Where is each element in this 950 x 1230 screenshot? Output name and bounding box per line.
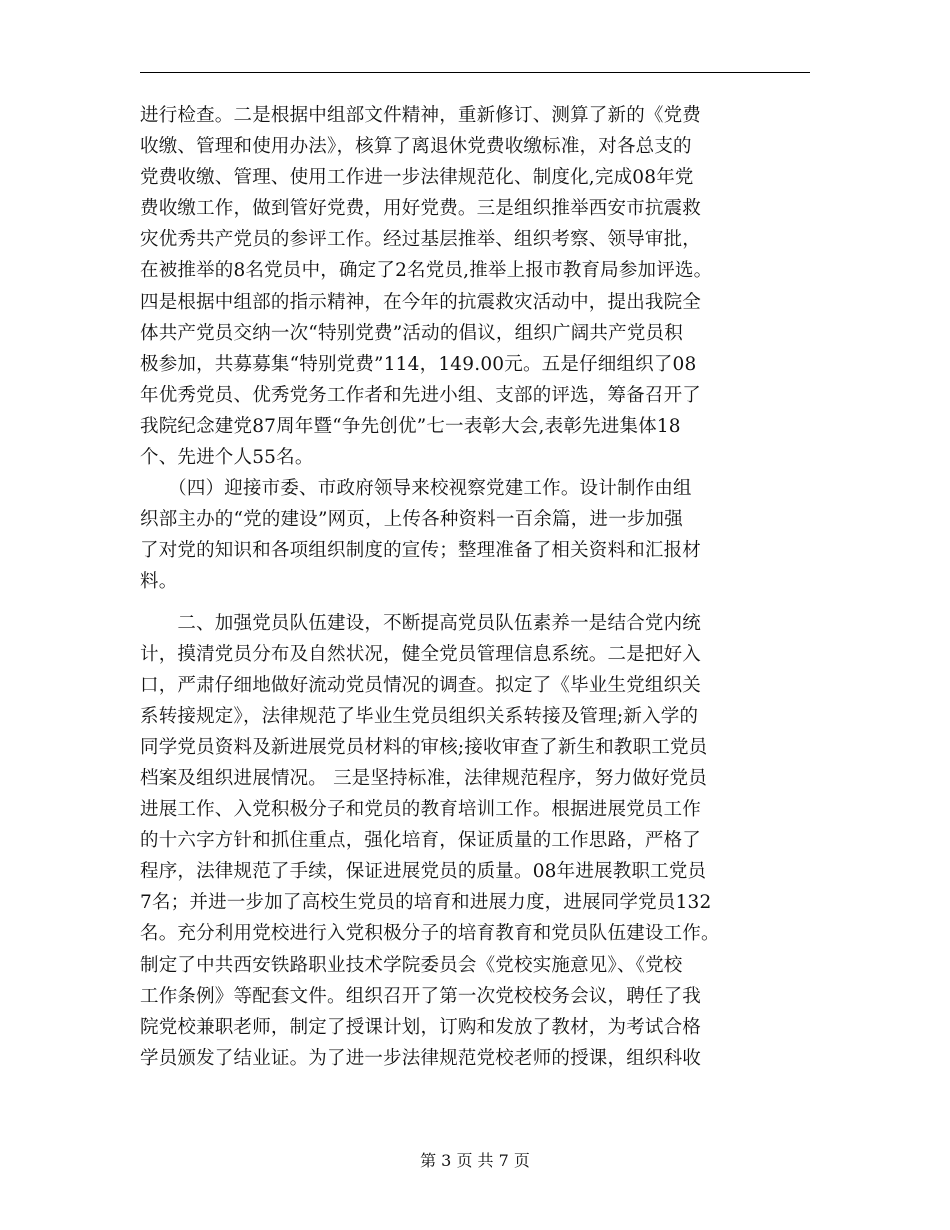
text-line: 收缴、管理和使用办法》，核算了离退休党费收缴标准，对各总支的 — [140, 136, 692, 158]
text-line: 我院纪念建党87周年暨“争先创优”七一表彰大会,表彰先进集体18 — [140, 415, 681, 437]
text-line: 党费收缴、管理、使用工作进一步法律规范化、制度化,完成08年党 — [140, 167, 694, 189]
header-rule — [140, 72, 810, 73]
text-line: 体共产党员交纳一次“特别党费”活动的倡议，组织广阔共产党员积 — [140, 322, 683, 344]
text-line: （四）迎接市委、市政府领导来校视察党建工作。设计制作由组 — [140, 478, 692, 500]
text-line: 工作条例》等配套文件。组织召开了第一次党校校务会议，聘任了我 — [140, 985, 702, 1007]
text-line: 极参加，共募募集“特别党费”114，149.00元。五是仔细组织了08 — [140, 353, 697, 375]
text-line: 的十六字方针和抓住重点，强化培育，保证质量的工作思路，严格了 — [140, 830, 702, 852]
text-line: 同学党员资料及新进展党员材料的审核;接收审查了新生和教职工党员 — [140, 736, 708, 758]
text-line: 档案及组织进展情况。 三是坚持标准，法律规范程序，努力做好党员 — [140, 767, 708, 789]
text-line: 计，摸清党员分布及自然状况，健全党员管理信息系统。二是把好入 — [140, 643, 702, 665]
text-line: 织部主办的“党的建设”网页，上传各种资料一百余篇，进一步加强 — [140, 509, 683, 531]
text-line: 个、先进个人55名。 — [140, 447, 314, 469]
text-line: 费收缴工作，做到管好党费，用好党费。三是组织推举西安市抗震救 — [140, 198, 702, 220]
text-line: 灾优秀共产党员的参评工作。经过基层推举、组织考察、领导审批， — [140, 229, 702, 251]
text-line: 制定了中共西安铁路职业技术学院委员会《党校实施意见》、《党校 — [140, 954, 683, 976]
document-body — [140, 100, 820, 1074]
text-line: 名。充分利用党校进行入党积极分子的培育教育和党员队伍建设工作。 — [140, 923, 720, 945]
text-line: 年优秀党员、优秀党务工作者和先进小组、支部的评选，筹备召开了 — [140, 384, 702, 406]
text-line: 在被推举的8名党员中，确定了2名党员,推举上报市教育局参加评选。 — [140, 260, 713, 282]
text-line: 进行检查。二是根据中组部文件精神，重新修订、测算了新的《党费 — [140, 105, 702, 126]
paragraph-gap — [140, 598, 820, 608]
page-number-footer: 第 3 页 共 7 页 — [420, 1151, 530, 1170]
text-line: 系转接规定》，法律规范了毕业生党员组织关系转接及管理;新入学的 — [140, 705, 699, 727]
text-line: 进展工作、入党积极分子和党员的教育培训工作。根据进展党员工作 — [140, 799, 702, 821]
text-line: 7名；并进一步加了高校生党员的培育和进展力度，进展同学党员132 — [140, 892, 712, 914]
text-line: 四是根据中组部的指示精神，在今年的抗震救灾活动中，提出我院全 — [140, 291, 702, 313]
text-line: 程序，法律规范了手续，保证进展党员的质量。08年进展教职工党员 — [140, 861, 707, 883]
text-line: 学员颁发了结业证。为了进一步法律规范党校老师的授课，组织科收 — [140, 1047, 702, 1069]
text-line: 二、加强党员队伍建设，不断提高党员队伍素养一是结合党内统 — [140, 612, 702, 634]
text-line: 了对党的知识和各项组织制度的宣传；整理准备了相关资料和汇报材 — [140, 540, 702, 562]
text-line: 料。 — [140, 571, 178, 593]
text-line: 院党校兼职老师，制定了授课计划，订购和发放了教材，为考试合格 — [140, 1016, 702, 1038]
text-line: 口，严肃仔细地做好流动党员情况的调查。拟定了《毕业生党组织关 — [140, 674, 702, 696]
